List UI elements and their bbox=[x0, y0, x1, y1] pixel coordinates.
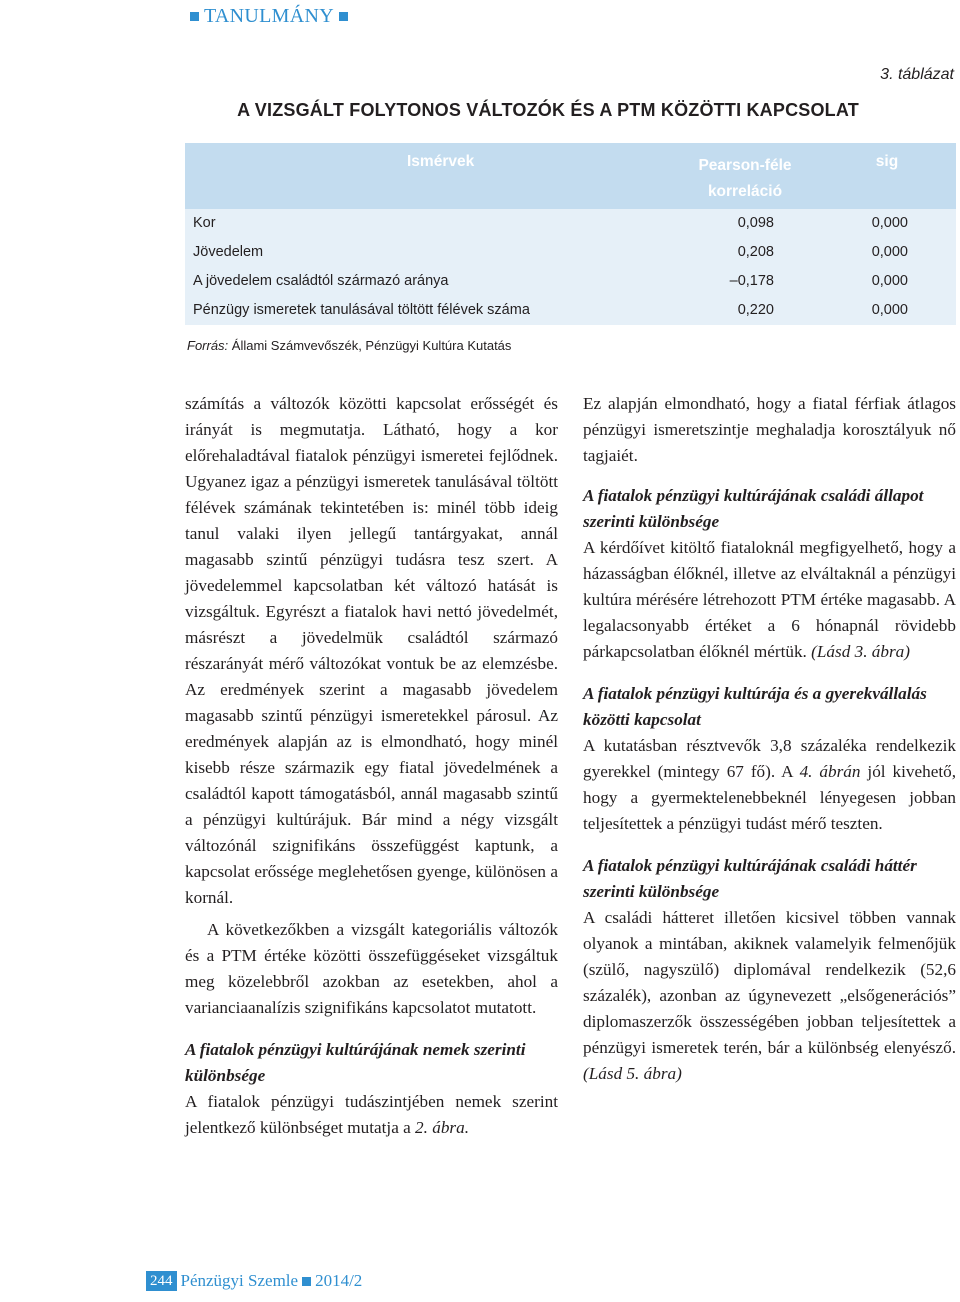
journal-issue: 2014/2 bbox=[315, 1271, 363, 1290]
table-title: A VIZSGÁLT FOLYTONOS VÁLTOZÓK ÉS A PTM KÖZÖTTI KAPCSOLAT bbox=[237, 100, 859, 120]
figure-reference: 2. ábra. bbox=[415, 1118, 470, 1137]
figure-reference: 4. ábrán bbox=[799, 762, 861, 781]
body-paragraph bbox=[583, 905, 956, 1087]
paragraph-text: A fiatalok pénzügyi tudászintjében nemek szerint jelentkező különbséget mutatja a bbox=[185, 1092, 558, 1137]
table-source bbox=[187, 338, 511, 353]
square-bullet-icon bbox=[302, 1277, 311, 1286]
section-tag-label: TANULMÁNY bbox=[204, 5, 334, 27]
cell-pearson: 0,208 bbox=[737, 244, 774, 260]
section-heading-marital-status: A fiatalok pénzügyi kultúrájának családi állapot szerinti különbsége bbox=[583, 486, 924, 531]
table-body bbox=[185, 209, 956, 325]
cell-pearson: 0,098 bbox=[737, 215, 774, 231]
cell-pearson: 0,220 bbox=[737, 302, 774, 318]
table-header bbox=[185, 143, 956, 209]
body-paragraph bbox=[583, 535, 956, 665]
paragraph-text: A kérdőívet kitöltő fiataloknál megfigyelhető, hogy a házasságban élőknél, illetve az elváltaknál a pénzügyi kultúra mérésére létrehozott PTM értéke magasabb. A legalacsonyabb értéket a 6 hónapnál rövidebb párkapcsolatban élőknél mértük. bbox=[583, 538, 956, 661]
cell-sig: 0,000 bbox=[871, 302, 908, 318]
body-paragraph: számítás a változók közötti kapcsolat erősségét és irányát is megmutatja. Látható, hogy a kor előrehaladtával fiatalok pénzügyi ismeretei fejlődnek. Ugyanez igaz a pénzügyi ismeretek tanulásával töltött félévek számának tekintetében is: minél több ideig tanul valaki ilyen jellegű tantárgyakat, annál magasabb szintű pénzügyi tudásra tesz szert. A jövedelemmel kapcsolatban két változó hatását is vizsgáltuk. Egyrészt a fiatalok havi nettó jövedelmét, másrészt a jövedelmük családtól származó részarányát mérő változókat vontuk be az elemzésbe. Az eredmények szerint a magasabb jövedelem magasabb szintű pénzügyi ismeretekkel párosul. Az eredmények alapján az is elmondható, hogy minél kisebb része származik egy fiatal jövedelmének a családtól kapott támogatásból, annál magasabb szintű a pénzügyi kultúrájuk. Bár mind a négy vizsgált változónál szignifikáns összefüggést kaptunk, a kapcsolat erőssége meglehetősen gyenge, különösen a kornál. bbox=[185, 394, 558, 907]
figure-reference: (Lásd 5. ábra) bbox=[583, 1064, 682, 1083]
left-text-column bbox=[185, 391, 558, 1141]
table-label: 3. táblázat bbox=[880, 66, 954, 83]
table-row bbox=[185, 209, 956, 238]
cell-sig: 0,000 bbox=[871, 273, 908, 289]
table-row bbox=[185, 296, 956, 325]
cell-sig: 0,000 bbox=[871, 244, 908, 260]
body-paragraph bbox=[185, 1089, 558, 1141]
journal-name: Pénzügyi Szemle bbox=[180, 1271, 299, 1290]
section-heading-family-background: A fiatalok pénzügyi kultúrájának családi háttér szerinti különbsége bbox=[583, 856, 917, 901]
table-row bbox=[185, 238, 956, 267]
page-footer bbox=[146, 1271, 362, 1291]
figure-reference: (Lásd 3. ábra) bbox=[811, 642, 910, 661]
right-text-column bbox=[583, 391, 956, 1087]
cell-criteria: Kor bbox=[193, 215, 216, 231]
body-paragraph: Ez alapján elmondható, hogy a fiatal férfiak átlagos pénzügyi ismeretszintje meghaladja korosztályuk nő tagjaiét. bbox=[583, 394, 956, 465]
paragraph-text: A családi hátteret illetően kicsivel többen vannak olyanok a mintában, akiknek valamelyik felmenőjük (szülő, nagyszülő) diplomával rendelkezik (52,6 százalék), azonban az úgynevezett „elsőgenerációs” diplomaszerzők összességében jobban teljesítettek a pénzügyi ismeretek terén, bár a különbség elenyésző. bbox=[583, 908, 956, 1057]
source-text: Állami Számvevőszék, Pénzügyi Kultúra Kutatás bbox=[228, 338, 512, 353]
cell-sig: 0,000 bbox=[871, 215, 908, 231]
cell-pearson: –0,178 bbox=[729, 273, 774, 289]
paragraph-text: A kutatásban résztvevők 3,8 százaléka rendelkezik gyerekkel (mintegy 67 fő). A bbox=[583, 736, 956, 781]
section-tag bbox=[185, 5, 353, 28]
column-header-pearson-line1: Pearson-féle bbox=[698, 157, 792, 174]
column-header-pearson-line2: korreláció bbox=[707, 183, 783, 200]
body-paragraph: A következőkben a vizsgált kategoriális változók és a PTM értéke közötti összefüggéseket vizsgáltuk meg közelebbről azokban az esetekben, ahol a varianciaanalízis szignifikáns kapcsolatot mutatott. bbox=[185, 920, 558, 1017]
square-bullet-icon bbox=[339, 12, 348, 21]
paragraph-text: jól kivehető, hogy a gyermektelenebbeknél lényegesen jobban teljesítettek a pénzügyi tudást mérő teszten. bbox=[583, 762, 956, 833]
page-number: 244 bbox=[146, 1271, 177, 1291]
cell-criteria: Pénzügy ismeretek tanulásával töltött félévek száma bbox=[193, 302, 530, 318]
section-heading-children: A fiatalok pénzügyi kultúrája és a gyerekvállalás közötti kapcsolat bbox=[583, 684, 927, 729]
column-header-pearson bbox=[675, 153, 815, 205]
cell-criteria: A jövedelem családtól származó aránya bbox=[193, 273, 449, 289]
table-row bbox=[185, 267, 956, 296]
body-paragraph bbox=[583, 733, 956, 837]
section-heading-gender: A fiatalok pénzügyi kultúrájának nemek szerinti különbsége bbox=[185, 1040, 526, 1085]
square-bullet-icon bbox=[190, 12, 199, 21]
column-header-sig: sig bbox=[875, 153, 899, 170]
source-label: Forrás: bbox=[187, 338, 229, 353]
cell-criteria: Jövedelem bbox=[193, 244, 264, 260]
column-header-criteria: Ismérvek bbox=[407, 153, 475, 170]
